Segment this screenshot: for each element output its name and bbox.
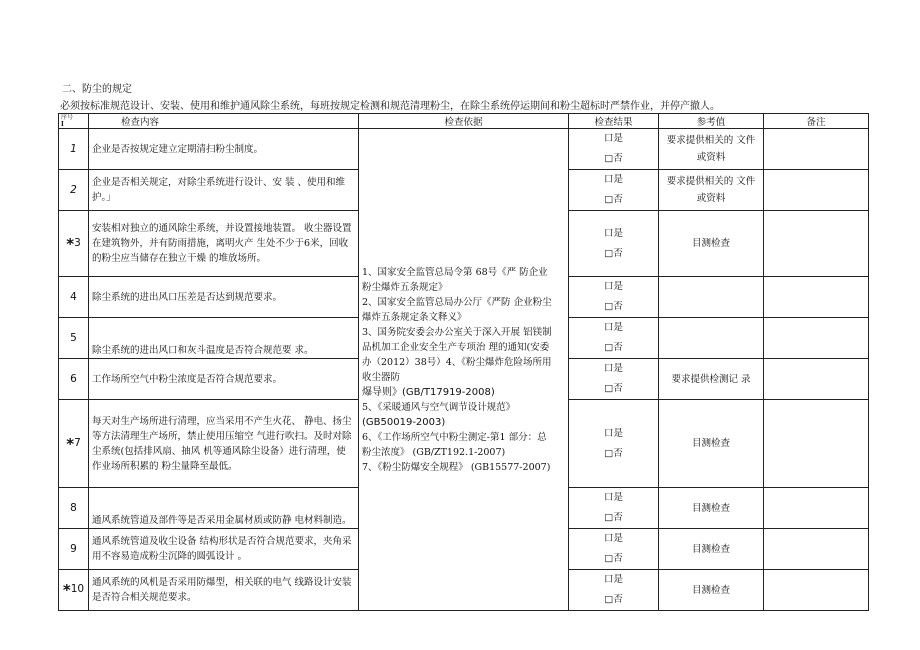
note-cell[interactable] (764, 529, 869, 570)
result-yes[interactable]: 口是 (603, 363, 623, 374)
check-content: 通风系统管道及部件等是否采用金属材质或防静 电材料制造。 (89, 488, 359, 529)
row-number: 9 (59, 529, 89, 570)
header-no: 序号 I (59, 114, 89, 129)
result-no[interactable]: □否 (604, 383, 623, 394)
result-yes[interactable]: 口是 (603, 133, 623, 144)
result-checkbox-group[interactable] (569, 277, 659, 318)
check-content: 企业是否相关规定，对除尘系统进行设计、安 装 、使用和维护。」 (89, 170, 359, 211)
check-content: 企业是否按规定建立定期清扫粉尘制度。 (89, 129, 359, 170)
result-yes[interactable]: 口是 (603, 227, 623, 239)
reference-value: 目测检查 (659, 488, 764, 529)
section-title: 二、防尘的规定 (62, 84, 132, 95)
reference-value: 目测检查 (659, 529, 764, 570)
reference-value: 目测检查 (659, 570, 764, 611)
table-row (59, 129, 869, 170)
intro-text: 必须按标准规范设计、安装、使用和维护通风除尘系统，每班按规定检测和规范清理粉尘，在除尘系统停运期间和粉尘超标时严禁作业，并停产撤人。 (60, 101, 720, 112)
header-reference: 参考值 (659, 114, 764, 129)
row-number: 2 (59, 170, 89, 211)
table-header (59, 114, 869, 129)
key-item-star: * (66, 234, 75, 253)
note-cell[interactable] (764, 488, 869, 529)
key-item-star: * (62, 581, 71, 599)
result-checkbox-group[interactable] (569, 129, 659, 170)
result-yes[interactable]: 口是 (603, 427, 623, 439)
result-yes[interactable]: 口是 (603, 174, 623, 185)
result-yes[interactable]: 口是 (603, 322, 623, 333)
reference-value (659, 318, 764, 359)
result-checkbox-group[interactable] (569, 400, 659, 488)
row-number: 1 (59, 129, 89, 170)
result-checkbox-group[interactable] (569, 570, 659, 611)
row-number: 8 (59, 488, 89, 529)
result-no[interactable]: □否 (604, 247, 623, 259)
note-cell[interactable] (764, 129, 869, 170)
note-cell[interactable] (764, 211, 869, 277)
result-checkbox-group[interactable] (569, 170, 659, 211)
reference-value: 要求提供相关的 文件或资料 (659, 129, 764, 170)
result-checkbox-group[interactable] (569, 359, 659, 400)
note-cell[interactable] (764, 400, 869, 488)
result-checkbox-group[interactable] (569, 211, 659, 277)
result-no[interactable]: □否 (604, 447, 623, 459)
row-number: 4 (59, 277, 89, 318)
key-item-star: * (66, 434, 75, 453)
result-checkbox-group[interactable] (569, 488, 659, 529)
result-yes[interactable]: 口是 (603, 492, 623, 503)
note-cell[interactable] (764, 277, 869, 318)
header-result: 检查结果 (569, 114, 659, 129)
check-content: 除尘系统的进出风口和灰斗温度是否符合规范要 求。 (89, 318, 359, 359)
check-basis: 1、国家安全监管总局令第 68号《严 防企业 粉尘爆炸五条规定》 2、国家安全监管总局办公厅《严防 企业粉尘 爆炸五条规定条文释义》 3、国务院安委会办公室关于深入开展 铝镁制 品机加工企业安全生产专项治 理的通知(安委 办（2012）38号）4、《粉尘爆炸危险场所用 收尘器防 爆导则》(GB/T17919-2008) 5、《采暖通风与空气调节设计规范》 (GB50019-2003) 6、《工作场所空气中粉尘测定-第1 部分：总 粉尘浓度》 (GB/ZT192.1-2007) 7、《粉尘防爆安全规程》 (GB15577-2007) (359, 129, 569, 611)
result-no[interactable]: □否 (604, 153, 623, 164)
check-content: 每天对生产场所进行清理，应当采用不产生火花、 静电、扬尘等方法清理生产场所，禁止使用压缩空 气进行吹扫。及时对除尘系统(包括排风扇、抽风 机等通风除尘设备）进行清理，使作业场所积累的 粉尘量降至最低。 (89, 400, 359, 488)
note-cell[interactable] (764, 359, 869, 400)
result-no[interactable]: □否 (604, 512, 623, 523)
reference-value (659, 277, 764, 318)
result-yes[interactable]: 口是 (603, 574, 623, 585)
row-number: *3 (59, 211, 89, 277)
check-content: 通风系统管道及收尘设备 结构形状是否符合规范要求，夹角采用不容易造成粉尘沉降的圆弧设计 。 (89, 529, 359, 570)
reference-value: 要求提供检测记 录 (659, 359, 764, 400)
result-no[interactable]: □否 (604, 301, 623, 312)
inspection-table (58, 113, 869, 611)
row-number: *7 (59, 400, 89, 488)
result-no[interactable]: □否 (604, 194, 623, 205)
result-yes[interactable]: 口是 (603, 533, 623, 544)
reference-value: 要求提供相关的 文件或资料 (659, 170, 764, 211)
result-no[interactable]: □否 (604, 594, 623, 605)
result-checkbox-group[interactable] (569, 318, 659, 359)
row-number: 5 (59, 318, 89, 359)
result-no[interactable]: □否 (604, 553, 623, 564)
row-number: 6 (59, 359, 89, 400)
check-content: 工作场所空气中粉尘浓度是否符合规范要求。 (89, 359, 359, 400)
header-note: 备注 (764, 114, 869, 129)
result-no[interactable]: □否 (604, 342, 623, 353)
check-content: 通风系统的风机是否采用防爆型，相关联的电气 线路设计安装是否符合相关规范要求。 (89, 570, 359, 611)
row-number: *10 (59, 570, 89, 611)
result-checkbox-group[interactable] (569, 529, 659, 570)
check-content: 除尘系统的进出风口压差是否达到规范要求。 (89, 277, 359, 318)
reference-value: 目测检查 (659, 400, 764, 488)
note-cell[interactable] (764, 170, 869, 211)
header-content: 检查内容 (89, 114, 359, 129)
header-basis: 检查依据 (359, 114, 569, 129)
check-content: 安装相对独立的通风除尘系统，并设置接地装置。 收尘器设置在建筑物外，并有防雨措施，离明火产 生处不少于6米，回收的粉尘应当储存在独立干燥 的堆放场所。 (89, 211, 359, 277)
note-cell[interactable] (764, 570, 869, 611)
note-cell[interactable] (764, 318, 869, 359)
reference-value: 目测检查 (659, 211, 764, 277)
result-yes[interactable]: 口是 (603, 281, 623, 292)
